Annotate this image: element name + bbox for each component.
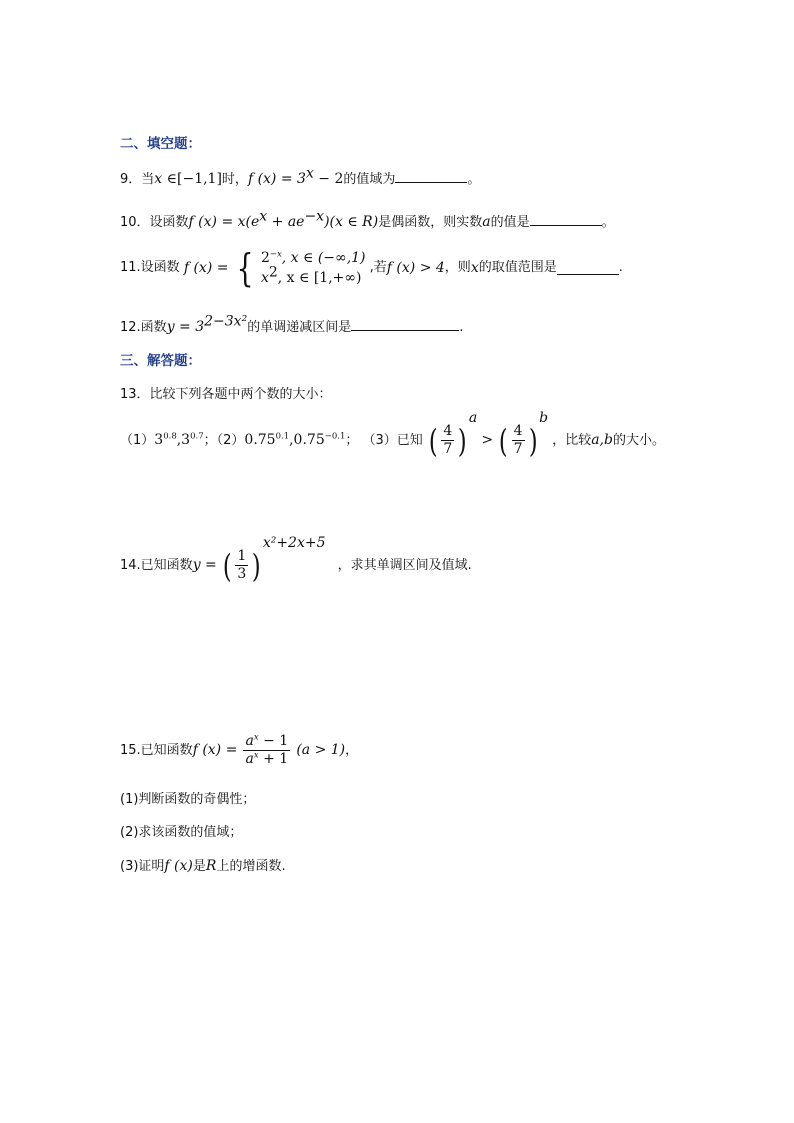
- left-brace-icon: {: [236, 246, 254, 290]
- q9-answer-blank[interactable]: [395, 170, 467, 183]
- question-10: [120, 208, 615, 231]
- q13-vars: a,b: [591, 432, 613, 449]
- q11-answer-blank[interactable]: [557, 262, 619, 275]
- question-9: [120, 165, 481, 188]
- q13-part-2-expr: $0.75^{0.1},0.75^{-0.1}$: [244, 431, 346, 449]
- section-heading-solutions: 三、解答题：: [120, 353, 201, 369]
- q10-exp-1: x: [259, 208, 268, 225]
- q15-s3-text-2: 是: [192, 859, 206, 874]
- q12-function: y = 3: [166, 319, 205, 335]
- q11-text-3: 的取值范围是: [478, 260, 557, 276]
- q9-interval: [−1,1]: [177, 171, 222, 187]
- q15-fraction: $\frac{a^x - 1}{a^x + 1}$: [245, 732, 289, 767]
- q13-fraction-a: $\frac{4}{7}$: [443, 423, 453, 457]
- question-12: [120, 313, 464, 336]
- q13-exponent-a: a: [468, 410, 478, 426]
- q14-exponent: x²+2x+5: [262, 535, 326, 551]
- q9-condition: x ∈: [154, 171, 177, 187]
- right-paren-icon: ): [252, 546, 261, 585]
- question-14: [120, 535, 472, 585]
- q15-number: 15.已知函数: [120, 742, 193, 758]
- q10-var-a: a: [482, 214, 491, 230]
- q14-fraction: $\frac{1}{3}$: [237, 548, 247, 582]
- q9-text-1: 时，: [221, 172, 248, 187]
- q11-text-1: ,若: [369, 260, 387, 276]
- q15-condition: (a > 1): [296, 741, 346, 758]
- q13-end: 的大小。: [612, 432, 665, 448]
- q13-separator-2: ； （3）已知: [345, 432, 423, 448]
- q15-s3-R: R: [205, 858, 217, 874]
- q11-piecewise-cases: [261, 248, 366, 288]
- q11-number: 11.设函数: [120, 260, 180, 276]
- q14-number: 14.已知函数: [120, 557, 193, 573]
- q11-function: f (x) =: [183, 259, 229, 276]
- q10-function-2: + ae: [267, 214, 305, 230]
- q15-end: ，: [345, 742, 359, 758]
- q15-s3-function: f (x): [164, 858, 193, 874]
- q10-text-1: 是偶函数，则实数: [378, 215, 483, 230]
- q15-subquestion-3: [120, 858, 286, 875]
- q11-case-1: $2^{-x}$, x ∈ (−∞,1): [260, 249, 366, 266]
- q10-exp-2: −x: [304, 208, 325, 225]
- q10-answer-blank[interactable]: [530, 213, 602, 226]
- q10-text-2: 的值是: [490, 215, 530, 230]
- q9-function-tail: − 2: [313, 171, 344, 187]
- q11-end: .: [618, 260, 623, 276]
- q14-y: y =: [192, 557, 217, 574]
- section-heading-fill-in: 二、填空题：: [120, 136, 201, 152]
- q10-function-3: )(x ∈ R): [324, 214, 379, 230]
- q15-s3-text-3: 上的增函数.: [216, 859, 286, 874]
- right-paren-icon: ): [528, 421, 538, 460]
- right-paren-icon: ): [458, 421, 467, 460]
- q10-number: 10．设函数: [120, 215, 189, 230]
- q11-inequality: f (x) > 4: [386, 259, 445, 276]
- question-15: [120, 733, 358, 768]
- q13-part-1-expr: $3^{0.8},3^{0.7}$: [154, 431, 204, 449]
- q11-text-2: ，则: [444, 260, 471, 276]
- q13-separator-1: ；（2）: [203, 432, 245, 448]
- q12-answer-blank[interactable]: [351, 318, 459, 331]
- question-13-parts: [120, 410, 665, 460]
- q11-case-2: $x^2$, x ∈ [1,+∞): [260, 264, 362, 286]
- q9-end: 。: [467, 172, 481, 187]
- q13-exponent-b: b: [539, 410, 549, 426]
- q11-var-x: x: [470, 259, 479, 276]
- q10-end: 。: [601, 215, 615, 230]
- q12-text: 的单调递减区间是: [247, 320, 352, 335]
- q12-exponent: 2−3x²: [204, 313, 248, 330]
- question-11: [120, 248, 623, 288]
- left-paren-icon: (: [222, 546, 232, 585]
- left-paren-icon: (: [499, 421, 508, 460]
- q14-text: ，求其单调区间及值域.: [337, 557, 472, 573]
- q12-end: .: [459, 320, 464, 335]
- q13-greater-than: >: [481, 432, 494, 449]
- q15-subquestion-2: (2)求该函数的值域；: [120, 825, 243, 840]
- q9-number: 9．当: [120, 172, 155, 187]
- q12-number: 12.函数: [120, 320, 167, 335]
- q9-text-2: 的值域为: [343, 172, 396, 187]
- q13-fraction-b: $\frac{4}{7}$: [513, 423, 523, 457]
- q13-text: ，比较: [552, 432, 592, 448]
- left-paren-icon: (: [428, 421, 438, 460]
- q10-function: f (x) = x(e: [188, 214, 260, 230]
- question-13: 13．比较下列各题中两个数的大小：: [120, 387, 332, 402]
- q15-function: f (x) =: [192, 741, 238, 758]
- q9-function: f (x) = 3: [247, 171, 306, 187]
- q9-exponent: x: [305, 165, 314, 182]
- q15-s3-text-1: (3)证明: [120, 859, 165, 874]
- q15-subquestion-1: (1)判断函数的奇偶性；: [120, 792, 256, 807]
- q13-part-1-label: （1）: [120, 432, 155, 448]
